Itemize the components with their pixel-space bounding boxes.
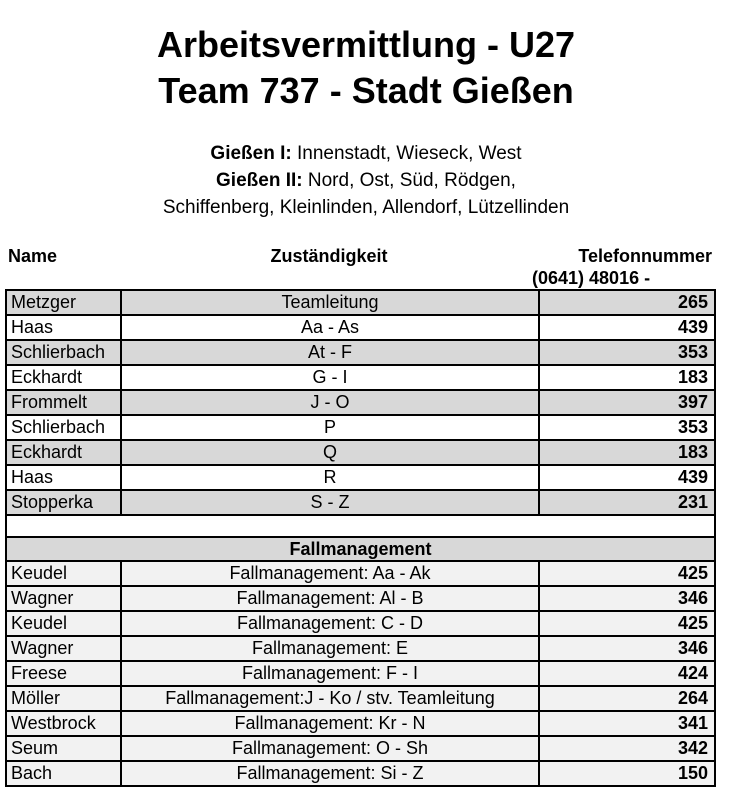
table-row [6,465,715,490]
table-row [6,686,715,711]
phone-cell: 264 [539,686,715,711]
responsibility-cell: J - O [121,390,539,415]
subtitle-line1 [0,140,732,167]
column-header-name: Name [8,246,58,266]
phone-cell: 342 [539,736,715,761]
responsibility-cell: Fallmanagement: C - D [121,611,539,636]
phone-cell: 353 [539,415,715,440]
name-cell: Freese [6,661,121,686]
phone-cell: 425 [539,561,715,586]
subtitle-line2-label: Gießen II: [216,170,303,191]
name-cell: Bach [6,761,121,786]
phone-cell: 424 [539,661,715,686]
column-header-responsibility: Zuständigkeit [270,246,388,266]
page-title-line1: Arbeitsvermittlung - U27 [156,24,576,65]
phone-cell: 183 [539,365,715,390]
name-cell: Eckhardt [6,440,121,465]
responsibility-cell: S - Z [121,490,539,515]
phone-cell: 265 [539,290,715,315]
spacer-cell [6,515,715,537]
page-title [0,22,732,114]
responsibility-cell: Fallmanagement: Aa - Ak [121,561,539,586]
name-cell: Westbrock [6,711,121,736]
table-row [6,661,715,686]
table-row [6,636,715,661]
phone-cell: 439 [539,315,715,340]
name-cell: Schlierbach [6,415,121,440]
name-cell: Haas [6,465,121,490]
responsibility-cell: Fallmanagement:J - Ko / stv. Teamleitung [121,686,539,711]
responsibility-cell: Fallmanagement: Al - B [121,586,539,611]
name-cell: Frommelt [6,390,121,415]
table-row [6,440,715,465]
table-row [6,365,715,390]
name-cell: Stopperka [6,490,121,515]
subtitle-line2-text: Nord, Ost, Süd, Rödgen, [302,170,516,191]
column-header-phone [532,245,714,289]
responsibility-cell: P [121,415,539,440]
table-row [6,711,715,736]
name-cell: Eckhardt [6,365,121,390]
phone-cell: 425 [539,611,715,636]
phone-cell: 341 [539,711,715,736]
table-row [6,415,715,440]
table-row [6,290,715,315]
phone-directory-table [5,289,716,787]
phone-cell: 183 [539,440,715,465]
name-cell: Haas [6,315,121,340]
table-row [6,390,715,415]
phone-cell: 231 [539,490,715,515]
subtitle-line3: Schiffenberg, Kleinlinden, Allendorf, Lützellinden [162,197,570,218]
table-row [6,490,715,515]
phone-cell: 150 [539,761,715,786]
name-cell: Keudel [6,611,121,636]
responsibility-cell: Fallmanagement: Si - Z [121,761,539,786]
phone-cell: 346 [539,636,715,661]
name-cell: Schlierbach [6,340,121,365]
name-cell: Metzger [6,290,121,315]
responsibility-cell: Fallmanagement: O - Sh [121,736,539,761]
phone-cell: 346 [539,586,715,611]
table-column-headers [5,245,714,289]
name-cell: Keudel [6,561,121,586]
responsibility-cell: G - I [121,365,539,390]
column-header-phone-line1: Telefonnummer [578,246,712,266]
phone-cell: 353 [539,340,715,365]
table-row [6,315,715,340]
table-row [6,736,715,761]
table-row [6,340,715,365]
subtitle-line1-text: Innenstadt, Wieseck, West [291,143,522,164]
responsibility-cell: Q [121,440,539,465]
column-header-phone-line2: (0641) 48016 - [532,268,651,288]
table-row [6,561,715,586]
table-row [6,761,715,786]
responsibility-cell: Aa - As [121,315,539,340]
table-row [6,611,715,636]
name-cell: Wagner [6,586,121,611]
section-header-cell: Fallmanagement [6,537,715,561]
page-subtitle [0,140,732,221]
responsibility-cell: Fallmanagement: F - I [121,661,539,686]
responsibility-cell: Fallmanagement: E [121,636,539,661]
table-row [6,586,715,611]
phone-cell: 397 [539,390,715,415]
spacer-row [6,515,715,537]
name-cell: Wagner [6,636,121,661]
responsibility-cell: Fallmanagement: Kr - N [121,711,539,736]
name-cell: Seum [6,736,121,761]
section-header-row [6,537,715,561]
responsibility-cell: R [121,465,539,490]
name-cell: Möller [6,686,121,711]
page-title-line2: Team 737 - Stadt Gießen [158,70,574,111]
phone-cell: 439 [539,465,715,490]
responsibility-cell: Teamleitung [121,290,539,315]
responsibility-cell: At - F [121,340,539,365]
subtitle-line1-label: Gießen I: [210,143,292,164]
subtitle-line2 [0,167,732,194]
